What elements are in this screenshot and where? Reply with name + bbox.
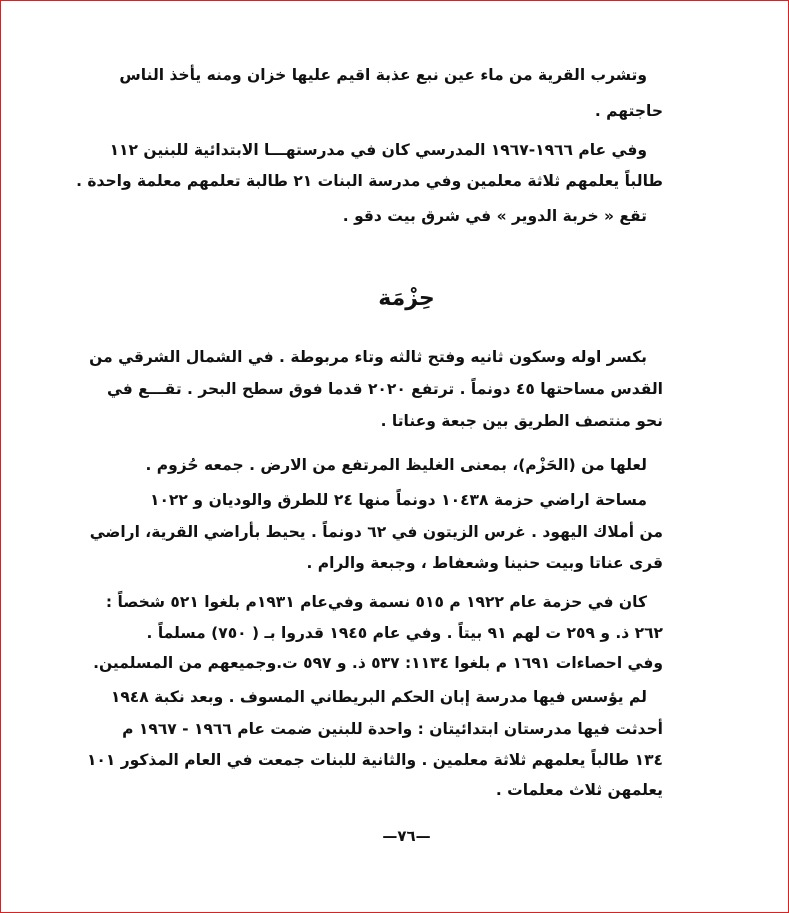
text-line: تقع « خربة الدوير » في شرق بيت دقو . <box>342 207 647 225</box>
text-line: لم يؤسس فيها مدرسة إبان الحكم البريطاني المسوف . وبعد نكبة ١٩٤٨ <box>110 688 647 706</box>
text-line: ١٣٤ طالباً يعلمهم ثلاثة معلمين . والثانية للبنات جمعت في العام المذكور ١٠١ <box>86 751 663 769</box>
text-line: بكسر اوله وسكون ثانيه وفتح ثالثه وتاء مربوطة . في الشمال الشرقي من <box>89 348 647 366</box>
text-line: نحو منتصف الطريق بين جبعة وعناتا . <box>380 412 663 430</box>
text-line: لعلها من (الحَزْم)، بمعنى الغليظ المرتفع من الارض . جمعه حُزوم . <box>145 456 647 474</box>
page-number: —٧٦— <box>382 827 431 845</box>
text-line: حاجتهم . <box>594 102 663 120</box>
text-line: طالباً يعلمهم ثلاثة معلمين وفي مدرسة البنات ٢١ طالبة تعلمهم معلمة واحدة . <box>76 172 663 190</box>
text-line: مساحة اراضي حزمة ١٠٤٣٨ دونماً منها ٢٤ للطرق والوديان و ١٠٢٢ <box>150 491 647 509</box>
section-title: حِزْمَة <box>378 286 435 311</box>
document-page <box>76 0 663 913</box>
text-line: ٢٦٢ ذ. و ٢٥٩ ت لهم ٩١ بيتاً . وفي عام ١٩٤٥ قدروا بـ ( ٧٥٠) مسلماً . <box>146 624 663 642</box>
text-line: كان في حزمة عام ١٩٢٢ م ٥١٥ نسمة وفي‌عام ١٩٣١م بلغوا ٥٢١ شخصاً : <box>105 593 647 611</box>
text-line: قرى عناتا وبيت حنينا وشعفاط ، وجبعة والرام . <box>306 554 663 572</box>
text-line: وفي احصاءات ١٦٩١ م بلغوا ١١٣٤: ٥٣٧ ذ. و ٥٩٧ ت.وجميعهم من المسلمين. <box>93 654 663 672</box>
text-line: القدس مساحتها ٤٥ دونماً . ترتفع ٢٠٢٠ قدما فوق سطح البحر . تقـــع في <box>106 380 663 398</box>
text-line: أحدثت فيها مدرستان ابتدائيتان : واحدة للبنين ضمت عام ١٩٦٦ - ١٩٦٧ م <box>122 720 663 738</box>
text-line: وفي عام ١٩٦٦-١٩٦٧ المدرسي كان في مدرستهـــا الابتدائية للبنين ١١٢ <box>109 141 647 159</box>
text-line: وتشرب القرية من ماء عين نبع عذبة اقيم عليها خزان ومنه يأخذ الناس <box>119 66 647 84</box>
text-line: يعلمهن ثلاث معلمات . <box>495 781 663 799</box>
text-line: من أملاك اليهود . غرس الزيتون في ٦٢ دونماً . يحيط بأراضي القرية، اراضي <box>89 523 663 541</box>
